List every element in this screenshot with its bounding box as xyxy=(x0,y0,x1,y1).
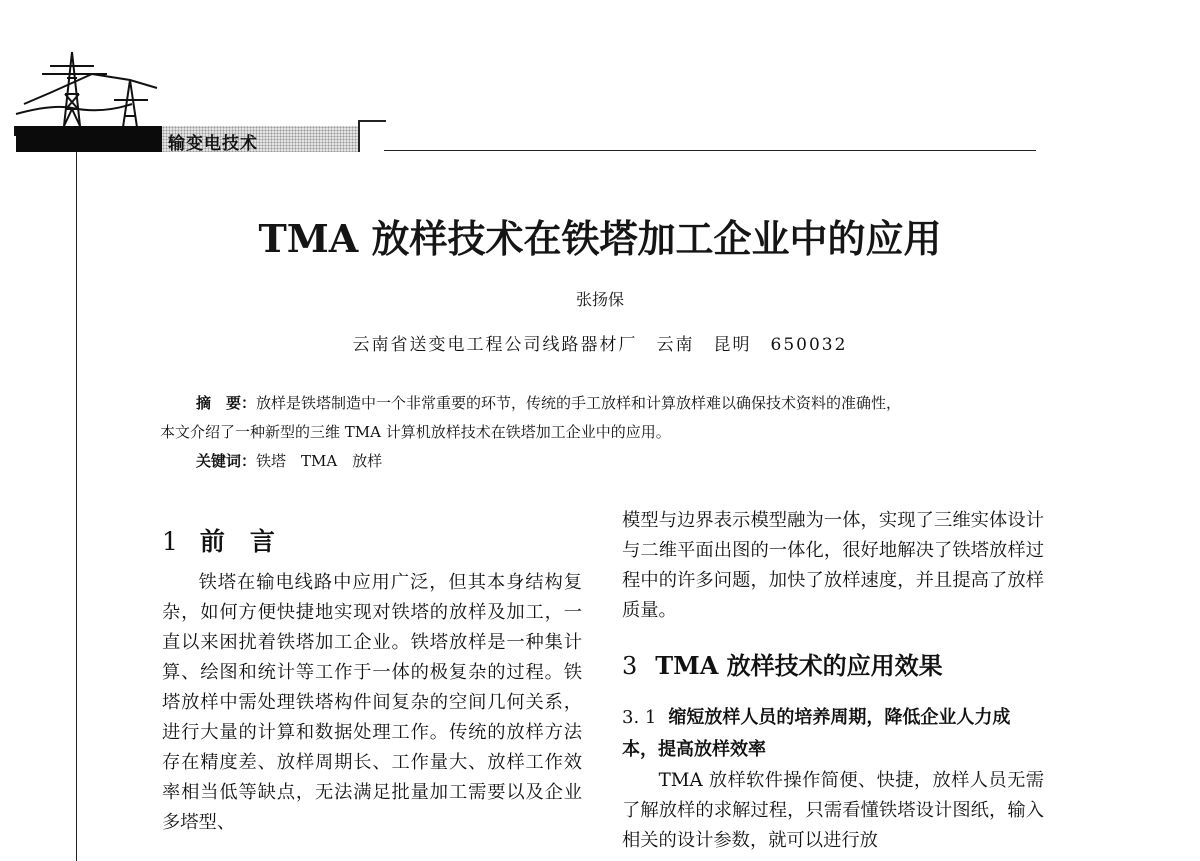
header-band-black xyxy=(16,126,162,152)
article-affiliation: 云南省送变电工程公司线路器材厂 云南 昆明 650032 xyxy=(352,335,848,355)
keywords-text: 铁塔 TMA 放样 xyxy=(256,452,383,470)
section-1-title: 前 言 xyxy=(199,527,275,556)
abstract-label: 摘 要 xyxy=(196,394,242,412)
subsection-3-1-body xyxy=(622,766,1044,856)
abstract-text-1: 放样是铁塔制造中一个非常重要的环节，传统的手工放样和计算放样难以确保技术资料的准确性， xyxy=(256,394,902,412)
abstract-block xyxy=(160,389,1040,476)
section-1-number: 1 xyxy=(162,527,178,556)
section-label: 输变电技术 xyxy=(168,134,258,154)
article-title: TMA 放样技术在铁塔加工企业中的应用 xyxy=(258,216,942,261)
abstract-line-2 xyxy=(160,418,1040,447)
header-rule xyxy=(384,150,1036,151)
section-3-title: TMA 放样技术的应用效果 xyxy=(655,651,943,680)
subsection-3-1-paragraph: TMA 放样软件操作简便、快捷，放样人员无需了解放样的求解过程，只需看懂铁塔设计图纸，输入相关的设计参数，就可以进行放 xyxy=(622,770,1044,851)
abstract-line-1: 摘 要：放样是铁塔制造中一个非常重要的环节，传统的手工放样和计算放样难以确保技术资料的准确性， xyxy=(196,394,902,412)
subsection-3-1-number: 3. 1 xyxy=(622,707,657,728)
section-3-number: 3 xyxy=(622,652,638,680)
header-corner-frame xyxy=(358,120,386,152)
subsection-3-1-heading xyxy=(622,702,1046,766)
right-column-continuation xyxy=(622,506,1044,626)
section-1-heading xyxy=(162,522,275,558)
abstract-text-2: 本文介绍了一种新型的三维 TMA 计算机放样技术在铁塔加工企业中的应用。 xyxy=(160,423,671,441)
section-1-paragraph: 铁塔在输电线路中应用广泛，但其本身结构复杂，如何方便快捷地实现对铁塔的放样及加工，一直以来困扰着铁塔加工企业。铁塔放样是一种集计算、绘图和统计等工作于一体的极复杂的过程。铁塔放样中需处理铁塔构件间复杂的空间几何关系，进行大量的计算和数据处理工作。传统的放样方法存在精度差、放样周期长、工作量大、放样工作效率相当低等缺点，无法满足批量加工需要以及企业多塔型、 xyxy=(162,572,582,833)
continuation-paragraph: 模型与边界表示模型融为一体，实现了三维实体设计与二维平面出图的一体化，很好地解决了铁塔放样过程中的许多问题，加快了放样速度，并且提高了放样质量。 xyxy=(622,510,1044,621)
keywords-label: 关键词 xyxy=(196,452,242,470)
article-author: 张扬保 xyxy=(575,290,624,309)
section-3-heading xyxy=(622,646,943,681)
subsection-3-1-title: 缩短放样人员的培养周期，降低企业人力成本，提高放样效率 xyxy=(622,707,1011,760)
section-1-body xyxy=(162,568,582,838)
keywords-line: 关键词：铁塔 TMA 放样 xyxy=(196,452,383,470)
